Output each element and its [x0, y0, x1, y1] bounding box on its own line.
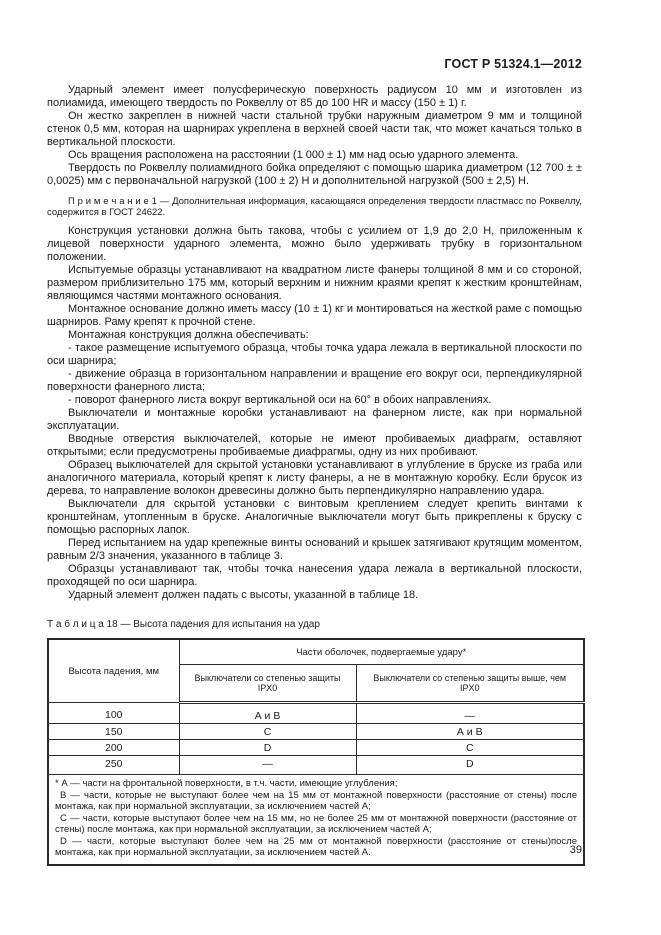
column-header-enclosure-parts: Части оболочек, подвергаемые удару* [179, 639, 584, 665]
table-row [48, 724, 584, 740]
paragraph: Вводные отверстия выключателей, которые не имеют пробиваемых диафрагм, оставляют открытыми; если предусмотрены пробиваемые диафрагмы, одну из них пробивают. [47, 433, 582, 458]
paragraph: Выключатели для скрытой установки с винтовым креплением следует крепить винтами к кронштейнам, утопленным в бруске. Аналогичные выключатели могут быть прикреплены к бруску с помощью распорных лапок. [47, 498, 582, 536]
table-row [48, 703, 584, 724]
document-content [47, 84, 582, 866]
table-body [48, 703, 584, 775]
table-cell: 100 [48, 703, 179, 724]
table-caption: Т а б л и ц а 18 — Высота падения для испытания на удар [47, 619, 320, 630]
paragraph: - поворот фанерного листа вокруг вертикальной оси на 60° в обоих направлениях. [68, 394, 492, 406]
column-header-drop-height: Высота падения, мм [48, 639, 179, 703]
table-header [48, 639, 584, 703]
paragraph: Монтажное основание должно иметь массу (10 ± 1) кг и монтироваться на жесткой раме с помощью шарниров. Раму крепят к прочной стене. [47, 303, 582, 328]
note-paragraph: П р и м е ч а н и е 1 — Дополнительная информация, касающаяся определения твердости пластмасс по Роквеллу, содержится в ГОСТ 24622. [47, 196, 582, 218]
footnote-line: * А — части на фронтальной поверхности, в т.ч. части, имеющие углубления; [55, 778, 398, 789]
table-row [48, 740, 584, 756]
paragraph: Ось вращения расположена на расстоянии (1 000 ± 1) мм над осью ударного элемента. [68, 149, 519, 161]
footnote-line: С — части, которые выступают более чем на 15 мм, но не более 25 мм от монтажной поверхности (расстояние от стены) после монтажа, как при нормальной эксплуатации, за исключением частей А; [55, 812, 577, 835]
table-cell: D [179, 740, 356, 756]
paragraph: Ударный элемент должен падать с высоты, указанной в таблице 18. [68, 589, 419, 601]
paragraph: Образец выключателей для скрытой установки устанавливают в углубление в бруске из граба или аналогичного материала, который крепят к листу фанеры, а не в монтажную коробку. Если брусок из дерева, то направление волокон древесины должно быть перпендикулярно направлению удара. [47, 459, 582, 497]
table-cell: 150 [48, 724, 179, 740]
paragraph: - такое размещение испытуемого образца, чтобы точка удара лежала в вертикальной плоскости по оси шарнира; [47, 342, 582, 367]
table-cell: А и В [179, 703, 356, 724]
table-cell: С [179, 724, 356, 740]
paragraph: - движение образца в горизонтальном направлении и вращение его вокруг оси, перпендикулярной поверхности фанерного листа; [47, 368, 582, 393]
table-cell: D [356, 756, 584, 775]
drop-height-table [47, 638, 585, 866]
table-cell: 200 [48, 740, 179, 756]
page-number: 39 [569, 844, 582, 856]
standard-code-header: ГОСТ Р 51324.1—2012 [444, 57, 582, 71]
footnote-line: D — части, которые выступают более чем на 25 мм от монтажной поверхности (расстояние от стены)после монтажа, как при нормальной эксплуатации, за исключением частей А. [55, 835, 577, 858]
column-header-ipx0: Выключатели со степенью защиты IPX0 [179, 665, 356, 703]
table-cell: А и В [356, 724, 584, 740]
footnote-line: В — части, которые не выступают более чем на 15 мм от монтажной поверхности (расстояние от стены) после монтажа, как при нормальной эксплуатации, за исключением частей А; [55, 789, 577, 812]
paragraph: Испытуемые образцы устанавливают на квадратном листе фанеры толщиной 8 мм и со стороной, размером приблизительно 175 мм, который верхним и нижним краями крепят к жестким кронштейнам, являющимся частями монтажного основания. [47, 264, 582, 302]
column-header-above-ipx0: Выключатели со степенью защиты выше, чем IPX0 [356, 665, 584, 703]
table-cell: С [356, 740, 584, 756]
paragraphs [47, 84, 582, 602]
table-cell: — [356, 703, 584, 724]
paragraph: Он жестко закреплен в нижней части стальной трубки наружным диаметром 9 мм и толщиной стенок 0,5 мм, которая на шарнирах укреплена в верхней своей части так, что может качаться только в вертикальной плоскости. [47, 110, 582, 148]
table-cell: — [179, 756, 356, 775]
paragraph: Твердость по Роквеллу полиамидного бойка определяют с помощью шарика диаметром (12 700 ± ± 0,0025) мм с первоначальной нагрузкой (100 ± 2) Н и дополнительной нагрузкой (500 ± 2,5) Н. [47, 162, 582, 187]
paragraph: Ударный элемент имеет полусферическую поверхность радиусом 10 мм и изготовлен из полиамида, имеющего твердость по Роквеллу от 85 до 100 HR и массу (150 ± 1) г. [47, 84, 582, 109]
paragraph: Выключатели и монтажные коробки устанавливают на фанерном листе, как при нормальной эксплуатации. [47, 407, 582, 432]
paragraph: Перед испытанием на удар крепежные винты оснований и крышек затягивают крутящим моментом, равным 2/3 значения, указанного в таблице 3. [47, 537, 582, 562]
table-row [48, 756, 584, 775]
paragraph: Конструкция установки должна быть такова, чтобы с усилием от 1,9 до 2,0 Н, приложенным к лицевой поверхности ударного элемента, можно было удерживать трубку в горизонтальном положении. [47, 225, 582, 263]
paragraph: Образцы устанавливают так, чтобы точка нанесения удара лежала в вертикальной плоскости, проходящей по оси шарнира. [47, 563, 582, 588]
table-cell: 250 [48, 756, 179, 775]
paragraph: Монтажная конструкция должна обеспечивать: [68, 329, 309, 341]
